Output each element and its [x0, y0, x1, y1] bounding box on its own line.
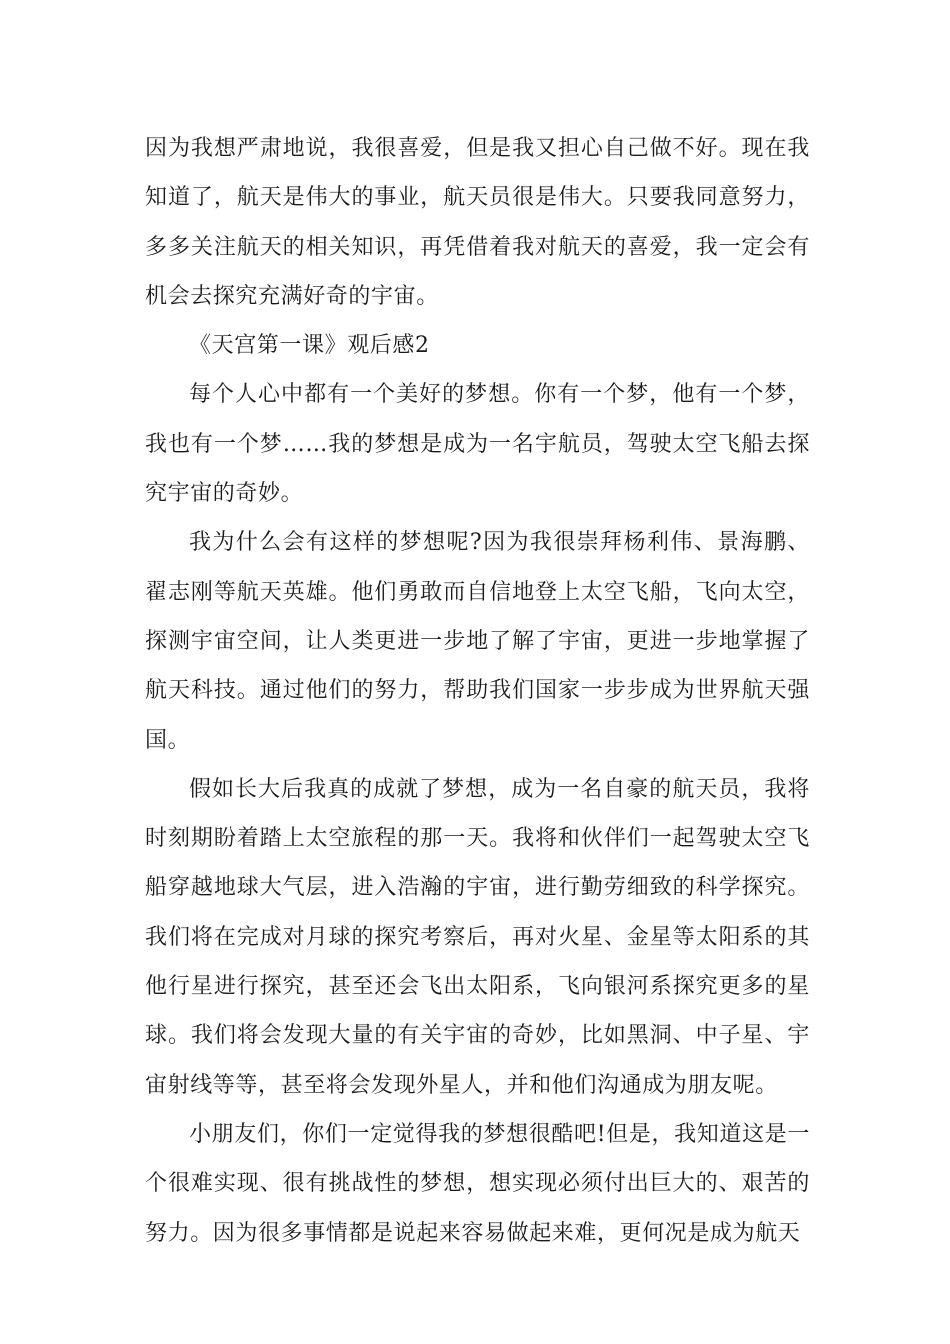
paragraph-future: 假如长大后我真的成就了梦想，成为一名自豪的航天员，我将时刻期盼着踏上太空旅程的那一天。我将和伙伴们一起驾驶太空飞船穿越地球大气层，进入浩瀚的宇宙，进行勤劳细致的科学探究。我们将在完成对月球的探究考察后，再对火星、金星等太阳系的其他行星进行探究，甚至还会飞出太阳系，飞向银河系探究更多的星球。我们将会发现大量的有关宇宙的奇妙，比如黑洞、中子星、宇宙射线等等，甚至将会发现外星人，并和他们沟通成为朋友呢。 [145, 776, 810, 1098]
paragraph-effort: 小朋友们，你们一定觉得我的梦想很酷吧!但是，我知道这是一个很难实现、很有挑战性的梦想，想实现必须付出巨大的、艰苦的努力。因为很多事情都是说起来容易做起来难，更何况是成为航天 [145, 1121, 810, 1246]
section-title: 《天宫第一课》观后感2 [189, 333, 430, 359]
paragraph-continued: 因为我想严肃地说，我很喜爱，但是我又担心自己做不好。现在我知道了，航天是伟大的事业，航天员很是伟大。只要我同意努力，多多关注航天的相关知识，再凭借着我对航天的喜爱，我一定会有机会去探究充满好奇的宇宙。 [145, 136, 810, 309]
paragraph-heroes: 我为什么会有这样的梦想呢?因为我很崇拜杨利伟、景海鹏、翟志刚等航天英雄。他们勇敢而自信地登上太空飞船，飞向太空，探测宇宙空间，让人类更进一步地了解了宇宙，更进一步地掌握了航天科技。通过他们的努力，帮助我们国家一步步成为世界航天强国。 [145, 530, 810, 753]
paragraph-dream: 每个人心中都有一个美好的梦想。你有一个梦，他有一个梦，我也有一个梦……我的梦想是成为一名宇航员，驾驶太空飞船去探究宇宙的奇妙。 [145, 382, 810, 507]
document-body [145, 124, 810, 1258]
